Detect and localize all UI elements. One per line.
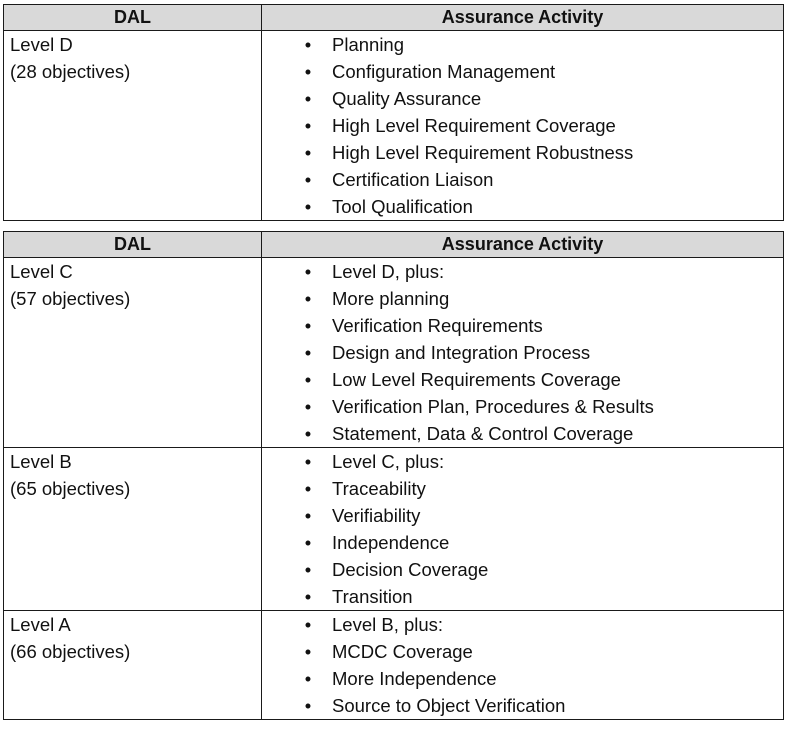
- activity-text: Level D, plus:: [332, 261, 445, 282]
- activity-cell: [262, 31, 784, 221]
- activity-text: High Level Requirement Coverage: [332, 115, 616, 136]
- assurance-activity-header: Assurance Activity: [262, 5, 784, 31]
- bullet-icon: •: [304, 451, 312, 472]
- dal-level: Level C: [10, 261, 73, 282]
- list-item: [262, 556, 783, 583]
- bullet-icon: •: [304, 342, 312, 363]
- bullet-icon: •: [304, 196, 312, 217]
- bullet-icon: •: [304, 478, 312, 499]
- activity-text: Decision Coverage: [332, 559, 489, 580]
- activity-list: [262, 611, 783, 719]
- activity-list: [262, 448, 783, 610]
- bullet-icon: •: [304, 695, 312, 716]
- list-item: [262, 112, 783, 139]
- list-item: [262, 393, 783, 420]
- activity-list: [262, 258, 783, 447]
- bullet-icon: •: [304, 61, 312, 82]
- list-item: [262, 502, 783, 529]
- table-row: [4, 31, 784, 221]
- activity-list: [262, 31, 783, 220]
- bullet-icon: •: [304, 668, 312, 689]
- activity-text: More planning: [332, 288, 450, 309]
- dal-header: DAL: [4, 5, 262, 31]
- activity-text: Verifiability: [332, 505, 421, 526]
- assurance-activity-header: Assurance Activity: [262, 232, 784, 258]
- dal-cell: [4, 258, 262, 448]
- dal-cell: [4, 611, 262, 720]
- list-item: [262, 692, 783, 719]
- dal-level: Level B: [10, 451, 72, 472]
- bullet-icon: •: [304, 169, 312, 190]
- bullet-icon: •: [304, 559, 312, 580]
- list-item: [262, 312, 783, 339]
- list-item: [262, 193, 783, 220]
- dal-level: Level D: [10, 34, 73, 55]
- dal-objectives: (66 objectives): [10, 641, 131, 662]
- list-item: [262, 285, 783, 312]
- activity-text: Level C, plus:: [332, 451, 445, 472]
- activity-text: Statement, Data & Control Coverage: [332, 423, 634, 444]
- list-item: [262, 258, 783, 285]
- bullet-icon: •: [304, 586, 312, 607]
- activity-text: Verification Requirements: [332, 315, 543, 336]
- list-item: [262, 58, 783, 85]
- list-item: [262, 139, 783, 166]
- bullet-icon: •: [304, 34, 312, 55]
- bullet-icon: •: [304, 288, 312, 309]
- header-row: [4, 232, 784, 258]
- activity-cell: [262, 258, 784, 448]
- activity-cell: [262, 448, 784, 611]
- dal-level: Level A: [10, 614, 71, 635]
- dal-objectives: (57 objectives): [10, 288, 131, 309]
- header-row: [4, 5, 784, 31]
- activity-text: More Independence: [332, 668, 497, 689]
- bullet-icon: •: [304, 315, 312, 336]
- list-item: [262, 583, 783, 610]
- activity-text: Independence: [332, 532, 450, 553]
- table-row: [4, 258, 784, 448]
- bullet-icon: •: [304, 423, 312, 444]
- activity-text: Traceability: [332, 478, 426, 499]
- activity-text: Configuration Management: [332, 61, 556, 82]
- bullet-icon: •: [304, 505, 312, 526]
- table-row: [4, 611, 784, 720]
- dal-objectives: (28 objectives): [10, 61, 131, 82]
- list-item: [262, 85, 783, 112]
- bullet-icon: •: [304, 641, 312, 662]
- dal-table-levels-c-b-a: [3, 231, 784, 720]
- bullet-icon: •: [304, 261, 312, 282]
- list-item: [262, 448, 783, 475]
- dal-table-level-d: [3, 4, 784, 221]
- activity-text: Source to Object Verification: [332, 695, 566, 716]
- list-item: [262, 339, 783, 366]
- list-item: [262, 611, 783, 638]
- list-item: [262, 665, 783, 692]
- activity-text: High Level Requirement Robustness: [332, 142, 634, 163]
- activity-text: Tool Qualification: [332, 196, 473, 217]
- activity-text: Quality Assurance: [332, 88, 482, 109]
- bullet-icon: •: [304, 614, 312, 635]
- bullet-icon: •: [304, 369, 312, 390]
- bullet-icon: •: [304, 532, 312, 553]
- dal-cell: [4, 448, 262, 611]
- bullet-icon: •: [304, 115, 312, 136]
- list-item: [262, 166, 783, 193]
- activity-text: Transition: [332, 586, 413, 607]
- activity-text: Level B, plus:: [332, 614, 444, 635]
- activity-text: Design and Integration Process: [332, 342, 591, 363]
- dal-objectives: (65 objectives): [10, 478, 131, 499]
- table-row: [4, 448, 784, 611]
- activity-text: Certification Liaison: [332, 169, 494, 190]
- list-item: [262, 31, 783, 58]
- dal-cell: [4, 31, 262, 221]
- activity-text: MCDC Coverage: [332, 641, 473, 662]
- list-item: [262, 475, 783, 502]
- bullet-icon: •: [304, 88, 312, 109]
- bullet-icon: •: [304, 396, 312, 417]
- dal-header: DAL: [4, 232, 262, 258]
- activity-text: Verification Plan, Procedures & Results: [332, 396, 654, 417]
- list-item: [262, 529, 783, 556]
- activity-text: Low Level Requirements Coverage: [332, 369, 621, 390]
- activity-cell: [262, 611, 784, 720]
- list-item: [262, 366, 783, 393]
- list-item: [262, 638, 783, 665]
- bullet-icon: •: [304, 142, 312, 163]
- activity-text: Planning: [332, 34, 405, 55]
- list-item: [262, 420, 783, 447]
